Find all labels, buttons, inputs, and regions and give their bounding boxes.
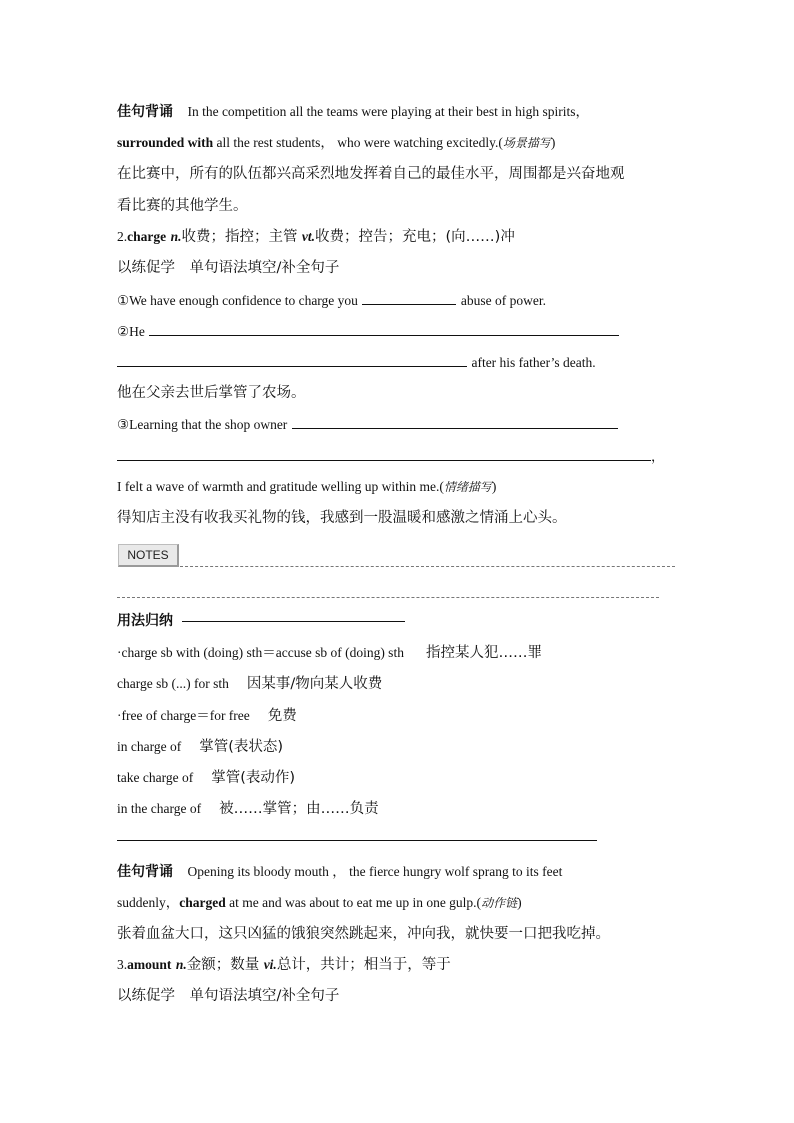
usage-item	[117, 706, 297, 726]
word-entry-charge	[117, 227, 515, 247]
answer-blank[interactable]	[117, 446, 651, 461]
definition: 总计，共计；相当于，等于	[276, 957, 451, 973]
usage-title: 用法归纳	[117, 613, 173, 629]
sentence-text: suddenly，	[117, 895, 180, 910]
usage-meaning: 掌管(表状态)	[199, 739, 284, 755]
word-number: 2.	[117, 229, 128, 244]
part-of-speech: n.	[175, 957, 187, 972]
usage-item	[117, 737, 283, 757]
question-3-line-3	[117, 477, 496, 497]
bold-phrase: charged	[179, 895, 226, 910]
usage-meaning: 因某事/物向某人收费	[246, 676, 383, 692]
comma: ，	[651, 449, 665, 464]
usage-item	[117, 643, 542, 663]
question-text: after his father’s death.	[471, 355, 596, 370]
word-number: 3.	[117, 957, 128, 972]
question-2-translation: 他在父亲去世后掌管了农场。	[117, 385, 306, 401]
question-3-cont	[117, 446, 665, 467]
answer-blank[interactable]	[149, 321, 619, 336]
headword: amount	[127, 957, 172, 972]
usage-meaning: 免费	[267, 708, 297, 724]
sentence-2-translation: 张着血盆大口，这只凶猛的饿狼突然跳起来，冲向我，就快要一口把我吃掉。	[117, 926, 610, 942]
notes-label: NOTES	[118, 544, 179, 567]
word-entry-amount	[117, 955, 451, 975]
part-of-speech: n.	[170, 229, 182, 244]
answer-blank[interactable]	[292, 414, 618, 429]
sentence-text: all the rest students， who were watching excitedly.(	[213, 135, 503, 150]
notes-line	[180, 566, 675, 567]
definition: 金额；数量	[186, 957, 260, 973]
question-1	[117, 290, 546, 311]
question-text: ②He	[117, 324, 145, 339]
usage-phrase: charge sb (...) for sth	[117, 676, 229, 691]
sentence-text: In the competition all the teams were playing at their best in high spirits，	[187, 104, 589, 119]
notes-line	[117, 597, 659, 598]
paren-close: )	[550, 135, 556, 150]
sentence-1-translation-2: 看比赛的其他学生。	[117, 198, 248, 214]
sentence-2-line-1	[117, 862, 562, 882]
writing-note: 情绪描写	[443, 480, 492, 494]
answer-blank[interactable]	[362, 290, 456, 305]
practice-heading: 以练促学 单句语法填空/补全句子	[117, 260, 340, 276]
usage-meaning: 掌管(表动作)	[211, 770, 296, 786]
usage-heading	[117, 611, 173, 631]
question-3	[117, 414, 618, 435]
sentence-1-line-2	[117, 133, 555, 153]
usage-end-rule	[117, 840, 597, 841]
usage-item	[117, 674, 382, 694]
usage-heading-rule	[182, 621, 405, 622]
question-2-cont	[117, 352, 596, 373]
question-3-translation: 得知店主没有收我买礼物的钱，我感到一股温暖和感激之情涌上心头。	[117, 510, 567, 526]
sentence-text: Opening its bloody mouth ， the fierce hungry wolf sprang to its feet	[187, 864, 563, 879]
writing-note: 动作链	[481, 896, 518, 910]
question-text: ③Learning that the shop owner	[117, 417, 288, 432]
paren-close: )	[517, 895, 522, 910]
usage-item	[117, 768, 295, 788]
usage-phrase: ·charge sb with (doing) sth＝accuse sb of (doing) sth	[117, 645, 404, 660]
question-2	[117, 321, 619, 342]
question-text: I felt a wave of warmth and gratitude welling up within me.(	[117, 479, 444, 494]
sentence-2-line-2	[117, 893, 522, 913]
sentence-tag: 佳句背诵	[117, 864, 173, 880]
usage-phrase: ·free of charge＝for free	[117, 708, 250, 723]
sentence-text: at me and was about to eat me up in one gulp.(	[225, 895, 482, 910]
usage-meaning: 指控某人犯……罪	[425, 645, 542, 661]
practice-heading: 以练促学 单句语法填空/补全句子	[117, 988, 340, 1004]
question-text: abuse of power.	[460, 293, 546, 308]
usage-phrase: in the charge of	[117, 801, 202, 816]
bold-phrase: surrounded with	[117, 135, 214, 150]
usage-meaning: 被……掌管；由……负责	[219, 801, 379, 817]
answer-blank[interactable]	[117, 352, 467, 367]
definition: 收费；指控；主管	[181, 229, 298, 245]
part-of-speech: vt.	[301, 229, 316, 244]
usage-phrase: in charge of	[117, 739, 182, 754]
usage-phrase: take charge of	[117, 770, 194, 785]
sentence-1-line-1	[117, 102, 589, 122]
headword: charge	[127, 229, 167, 244]
definition: 收费；控告；充电；(向……)冲	[315, 229, 515, 245]
part-of-speech: vi.	[263, 957, 277, 972]
question-text: ①We have enough confidence to charge you	[117, 293, 358, 308]
paren-close: )	[491, 479, 497, 494]
writing-note: 场景描写	[502, 136, 551, 150]
usage-item	[117, 799, 379, 819]
sentence-1-translation-1: 在比赛中，所有的队伍都兴高采烈地发挥着自己的最佳水平，周围都是兴奋地观	[117, 166, 625, 182]
sentence-tag: 佳句背诵	[117, 104, 173, 120]
